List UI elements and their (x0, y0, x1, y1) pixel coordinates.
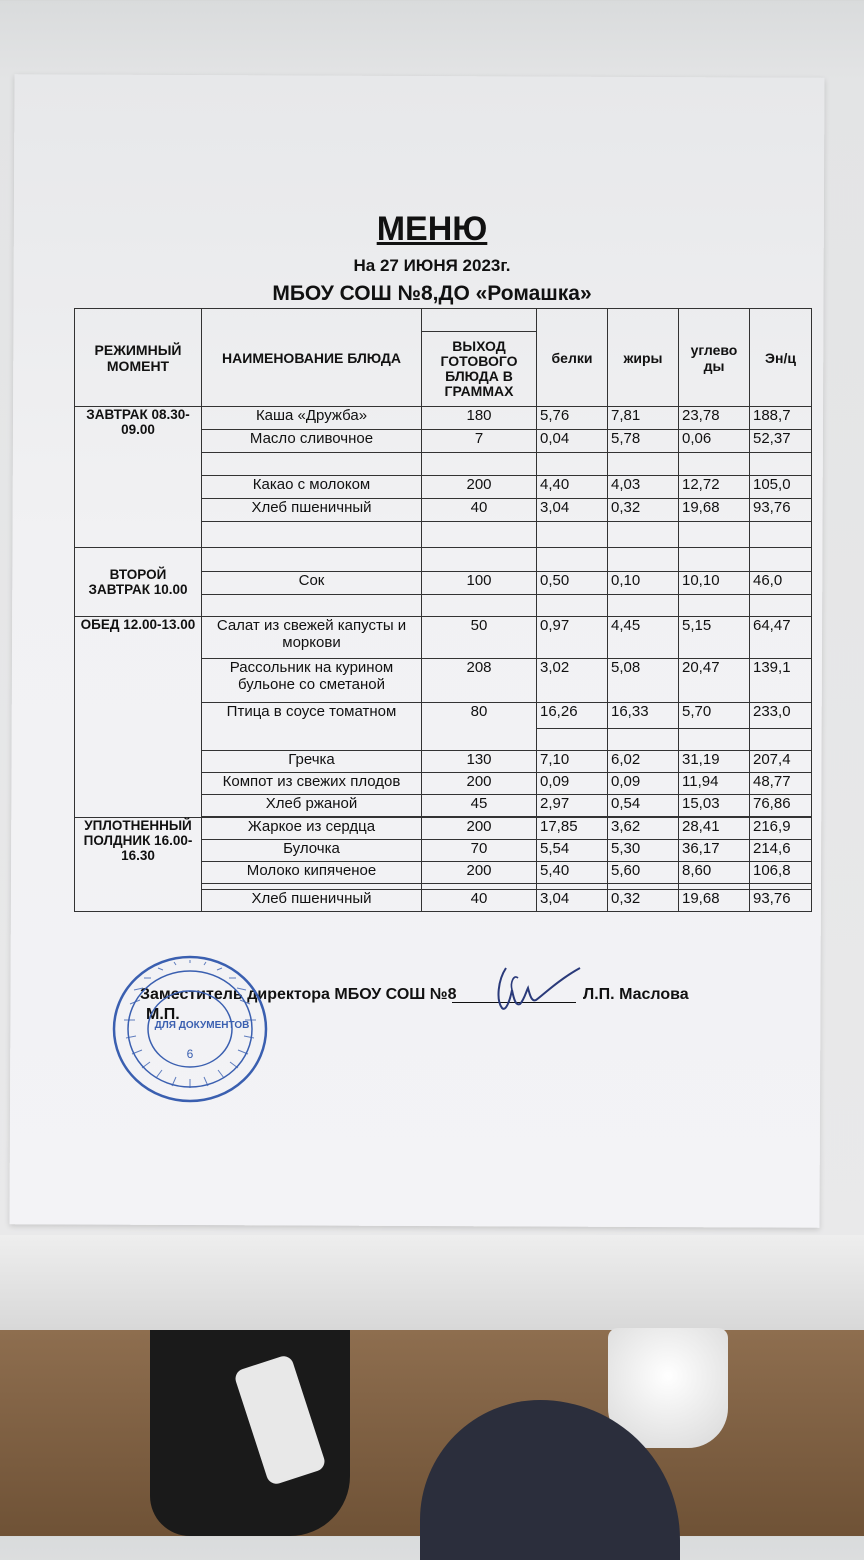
dish-carbs: 10,10 (679, 572, 750, 595)
dish-name: Гречка (202, 751, 422, 773)
dish-protein: 3,02 (537, 659, 608, 703)
period-second-breakfast: ВТОРОЙ ЗАВТРАК 10.00 (75, 548, 202, 617)
dish-energy: 76,86 (750, 795, 812, 817)
signature-icon (488, 960, 588, 1020)
dish-carbs: 11,94 (679, 773, 750, 795)
dish-carbs: 28,41 (679, 818, 750, 840)
dish-carbs: 23,78 (679, 407, 750, 430)
dish-output: 180 (422, 407, 537, 430)
dish-name: Хлеб пшеничный (202, 890, 422, 912)
dish-protein: 5,40 (537, 862, 608, 884)
seal-place-label: М.П. (146, 1006, 180, 1023)
dish-energy: 93,76 (750, 890, 812, 912)
dish-name: Молоко кипяченое (202, 862, 422, 884)
dish-protein: 5,54 (537, 840, 608, 862)
dish-carbs: 0,06 (679, 430, 750, 453)
period-snack: УПЛОТНЕННЫЙ ПОЛДНИК 16.00-16.30 (75, 818, 202, 912)
dish-output: 200 (422, 818, 537, 840)
dish-fat: 0,09 (608, 773, 679, 795)
dish-name: Какао с молоком (202, 476, 422, 499)
dish-fat: 4,45 (608, 617, 679, 659)
dish-fat: 5,08 (608, 659, 679, 703)
dish-output: 40 (422, 499, 537, 522)
dish-name: Хлеб ржаной (202, 795, 422, 817)
header-period: РЕЖИМНЫЙ МОМЕНТ (75, 309, 202, 407)
page-title: МЕНЮ (376, 210, 488, 248)
dish-name: Масло сливочное (202, 430, 422, 453)
dish-protein: 16,26 (537, 703, 608, 729)
dish-output: 80 (422, 703, 537, 751)
dish-energy: 46,0 (750, 572, 812, 595)
dish-carbs: 12,72 (679, 476, 750, 499)
dish-name: Хлеб пшеничный (202, 499, 422, 522)
dish-fat: 7,81 (608, 407, 679, 430)
dish-protein: 3,04 (537, 499, 608, 522)
dish-fat: 0,54 (608, 795, 679, 817)
dish-output: 200 (422, 862, 537, 884)
menu-table (74, 308, 812, 912)
header-fat: жиры (608, 309, 679, 407)
window-sill (0, 1235, 864, 1330)
dish-name: Сок (202, 572, 422, 595)
dish-name: Птица в соусе томатном (202, 703, 422, 751)
dish-energy: 52,37 (750, 430, 812, 453)
dish-carbs: 36,17 (679, 840, 750, 862)
dish-name: Салат из свежей капусты и моркови (202, 617, 422, 659)
dish-output: 200 (422, 476, 537, 499)
dish-protein: 2,97 (537, 795, 608, 817)
period-lunch: ОБЕД 12.00-13.00 (75, 617, 202, 818)
dish-energy: 48,77 (750, 773, 812, 795)
signer-role: Заместитель директора МБОУ СОШ №8 (140, 986, 457, 1003)
dish-output: 200 (422, 773, 537, 795)
dish-protein: 0,97 (537, 617, 608, 659)
dish-output: 100 (422, 572, 537, 595)
dish-energy: 106,8 (750, 862, 812, 884)
dish-energy: 188,7 (750, 407, 812, 430)
dish-carbs: 15,03 (679, 795, 750, 817)
dish-carbs: 5,15 (679, 617, 750, 659)
dish-energy: 214,6 (750, 840, 812, 862)
dish-carbs: 19,68 (679, 890, 750, 912)
dish-fat: 4,03 (608, 476, 679, 499)
dish-name: Рассольник на курином бульоне со сметаной (202, 659, 422, 703)
dish-fat: 5,78 (608, 430, 679, 453)
header-output-top (422, 309, 537, 332)
signer-name: Л.П. Маслова (583, 986, 689, 1003)
period-breakfast: ЗАВТРАК 08.30-09.00 (75, 407, 202, 548)
dish-carbs: 20,47 (679, 659, 750, 703)
dish-protein: 7,10 (537, 751, 608, 773)
dish-fat: 0,32 (608, 499, 679, 522)
dish-protein: 4,40 (537, 476, 608, 499)
dish-carbs: 31,19 (679, 751, 750, 773)
dish-fat: 3,62 (608, 818, 679, 840)
school-name: МБОУ СОШ №8,ДО «Ромашка» (272, 282, 592, 305)
dish-energy: 216,9 (750, 818, 812, 840)
stamp-seal-icon (110, 954, 270, 1104)
dish-protein: 0,09 (537, 773, 608, 795)
dish-output: 7 (422, 430, 537, 453)
dish-name: Каша «Дружба» (202, 407, 422, 430)
dish-fat: 16,33 (608, 703, 679, 729)
header-protein: белки (537, 309, 608, 407)
dish-protein: 0,50 (537, 572, 608, 595)
menu-date: На 27 ИЮНЯ 2023г. (353, 256, 511, 275)
dish-fat: 0,32 (608, 890, 679, 912)
dish-name: Компот из свежих плодов (202, 773, 422, 795)
stamp-number: 6 (186, 1047, 194, 1061)
dish-output: 70 (422, 840, 537, 862)
dish-output: 208 (422, 659, 537, 703)
dish-carbs: 5,70 (679, 703, 750, 729)
dish-fat: 5,60 (608, 862, 679, 884)
dish-output: 40 (422, 890, 537, 912)
dish-protein: 3,04 (537, 890, 608, 912)
dish-fat: 6,02 (608, 751, 679, 773)
dish-fat: 0,10 (608, 572, 679, 595)
dish-protein: 17,85 (537, 818, 608, 840)
dish-protein: 5,76 (537, 407, 608, 430)
dish-energy: 64,47 (750, 617, 812, 659)
dish-energy: 93,76 (750, 499, 812, 522)
dish-output: 45 (422, 795, 537, 817)
dish-fat: 5,30 (608, 840, 679, 862)
dish-name: Булочка (202, 840, 422, 862)
header-output: ВЫХОД ГОТОВОГО БЛЮДА В ГРАММАХ (422, 332, 537, 407)
stamp-inner-text: ДЛЯ ДОКУМЕНТОВ (154, 1020, 250, 1031)
dish-energy: 233,0 (750, 703, 812, 729)
dish-energy: 139,1 (750, 659, 812, 703)
dish-energy: 105,0 (750, 476, 812, 499)
shoe (150, 1330, 350, 1536)
dish-carbs: 19,68 (679, 499, 750, 522)
header-carbs: углево ды (679, 309, 750, 407)
dish-energy: 207,4 (750, 751, 812, 773)
dish-carbs: 8,60 (679, 862, 750, 884)
header-energy: Эн/ц (750, 309, 812, 407)
dish-output: 50 (422, 617, 537, 659)
dish-output: 130 (422, 751, 537, 773)
dish-protein: 0,04 (537, 430, 608, 453)
header-dish: НАИМЕНОВАНИЕ БЛЮДА (202, 309, 422, 407)
dish-name: Жаркое из сердца (202, 818, 422, 840)
